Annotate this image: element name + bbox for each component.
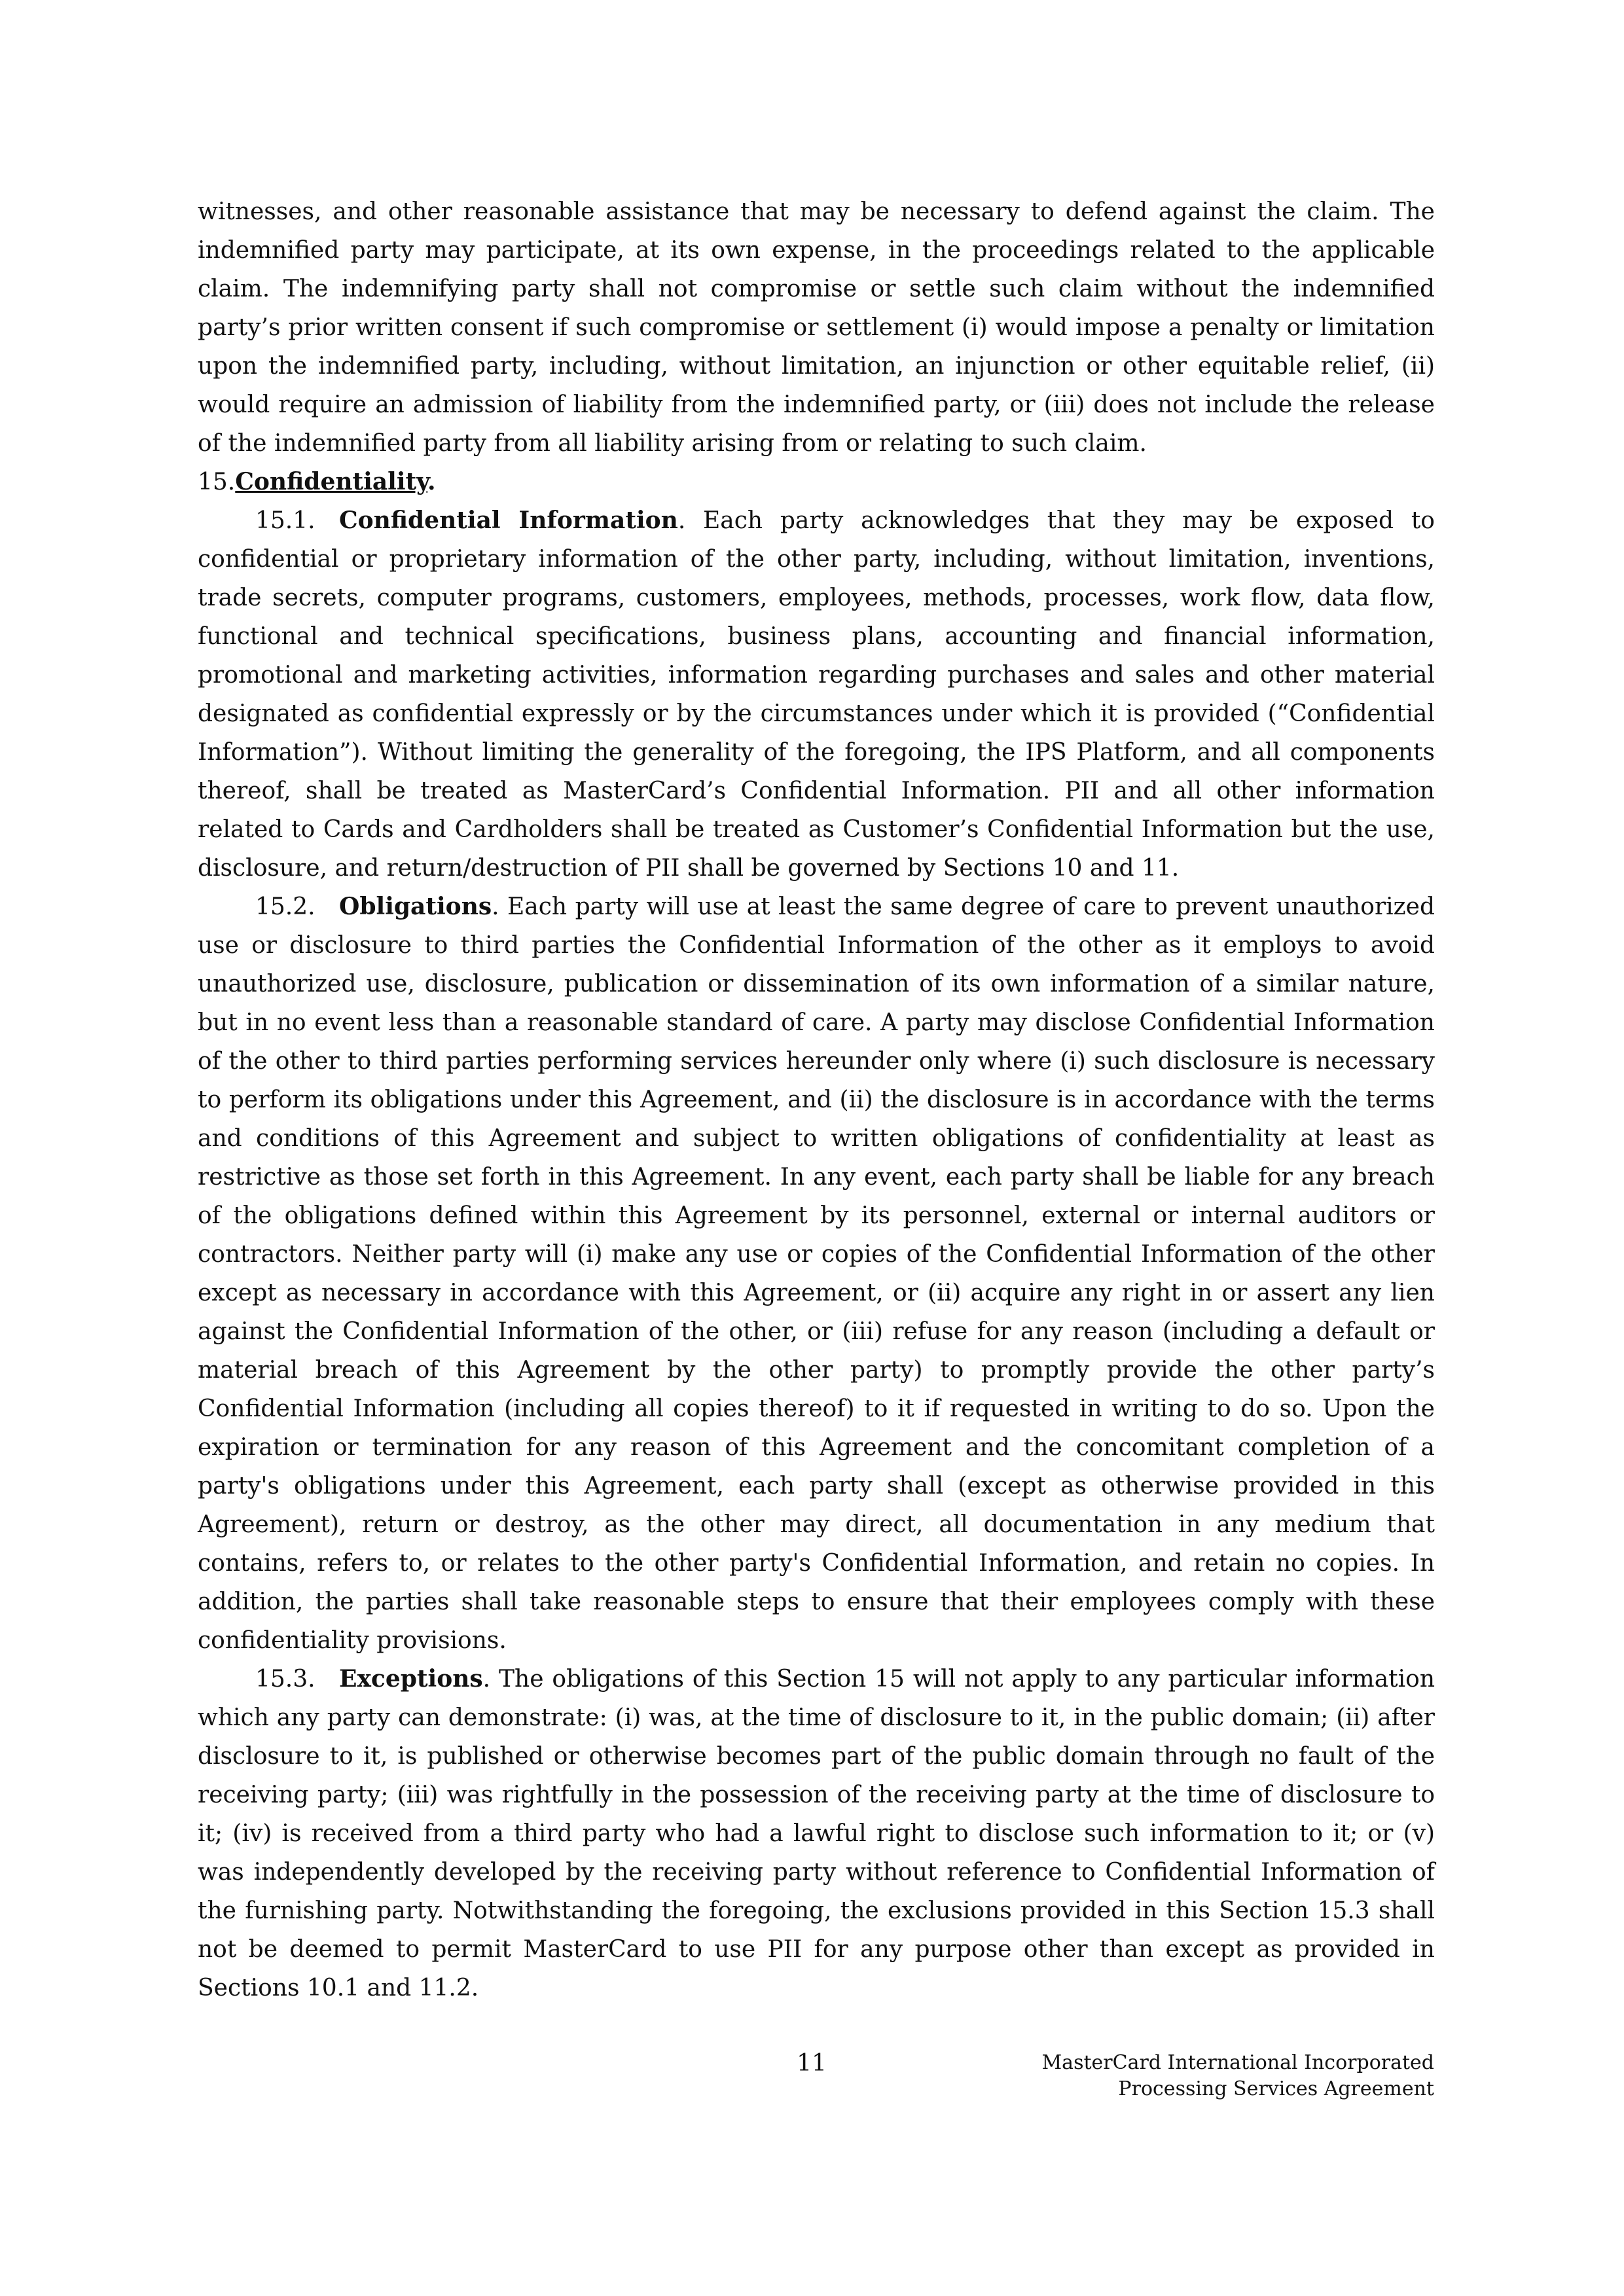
clause-15-3	[198, 1660, 1435, 2007]
section-heading	[198, 463, 1435, 501]
clause-15-2	[198, 888, 1435, 1660]
clause-text: . The obligations of this Section 15 will not apply to any particular information which any party can demonstrate: (i) was, at the time of disclosure to it, in the public domain; (ii) after disclosure to it, is published or otherwise becomes part of the public domain through no fault of the receiving party; (iii) was rightfully in the possession of the receiving party at the time of disclosure to it; (iv) is received from a third party who had a lawful right to disclose such information to it; or (v) was independently developed by the receiving party without reference to Confidential Information of the furnishing party. Notwithstanding the foregoing, the exclusions provided in this Section 15.3 shall not be deemed to permit MasterCard to use PII for any purpose other than except as provided in Sections 10.1 and 11.2.	[198, 1666, 1435, 2001]
clause-title: Obligations	[339, 893, 492, 920]
clause-number: 15.2.	[255, 893, 316, 920]
clause-text: . Each party acknowledges that they may be exposed to confidential or proprietary information of the other party, including, without limitation, inventions, trade secrets, computer programs, customers, employees, methods, processes, work flow, data flow, functional and technical specifications, business plans, accounting and financial information, promotional and marketing activities, information regarding purchases and sales and other material designated as confidential expressly or by the circumstances under which it is provided (“Confidential Information”). Without limiting the generality of the foregoing, the IPS Platform, and all components thereof, shall be treated as MasterCard’s Confidential Information. PII and all other information related to Cards and Cardholders shall be treated as Customer’s Confidential Information but the use, disclosure, and return/destruction of PII shall be governed by Sections 10 and 11.	[198, 507, 1435, 882]
clause-text: . Each party will use at least the same degree of care to prevent unauthorized use or disclosure to third parties the Confidential Information of the other as it employs to avoid unauthorized use, disclosure, publication or dissemination of its own information of a similar nature, but in no event less than a reasonable standard of care. A party may disclose Confidential Information of the other to third parties performing services hereunder only where (i) such disclosure is necessary to perform its obligations under this Agreement, and (ii) the disclosure is in accordance with the terms and conditions of this Agreement and subject to written obligations of confidentiality at least as restrictive as those set forth in this Agreement. In any event, each party shall be liable for any breach of the obligations defined within this Agreement by its personnel, external or internal auditors or contractors. Neither party will (i) make any use or copies of the Confidential Information of the other except as necessary in accordance with this Agreement, or (ii) acquire any right in or assert any lien against the Confidential Information of the other, or (iii) refuse for any reason (including a default or material breach of this Agreement by the other party) to promptly provide the other party’s Confidential Information (including all copies thereof) to it if requested in writing to do so. Upon the expiration or termination for any reason of this Agreement and the concomitant completion of a party's obligations under this Agreement, each party shall (except as otherwise provided in this Agreement), return or destroy, as the other may direct, all documentation in any medium that contains, refers to, or relates to the other party's Confidential Information, and retain no copies. In addition, the parties shall take reasonable steps to ensure that their employees comply with these confidentiality provisions.	[198, 893, 1435, 1654]
clause-title: Exceptions	[339, 1665, 483, 1693]
clause-15-1	[198, 501, 1435, 888]
section-title: Confidentiality	[235, 468, 427, 495]
section-title-period: .	[427, 468, 436, 495]
clause-number: 15.3.	[255, 1666, 316, 1693]
clause-title: Confidential Information	[339, 507, 678, 534]
clause-number: 15.1.	[255, 507, 316, 534]
document-body	[198, 192, 1435, 2007]
footer-agreement-name: Processing Services Agreement	[1118, 2077, 1434, 2100]
section-number: 15.	[198, 469, 236, 495]
intro-paragraph: witnesses, and other reasonable assistance that may be necessary to defend against the claim. The indemnified party may participate, at its own expense, in the proceedings related to the applicable claim. The indemnifying party shall not compromise or settle such claim without the indemnified party’s prior written consent if such compromise or settlement (i) would impose a penalty or limitation upon the indemnified party, including, without limitation, an injunction or other equitable relief, (ii) would require an admission of liability from the indemnified party, or (iii) does not include the release of the indemnified party from all liability arising from or relating to such claim.	[198, 198, 1435, 457]
footer-company-name: MasterCard International Incorporated	[1041, 2051, 1434, 2074]
footer-company-block	[976, 2050, 1434, 2102]
page-number: 11	[797, 2050, 827, 2077]
